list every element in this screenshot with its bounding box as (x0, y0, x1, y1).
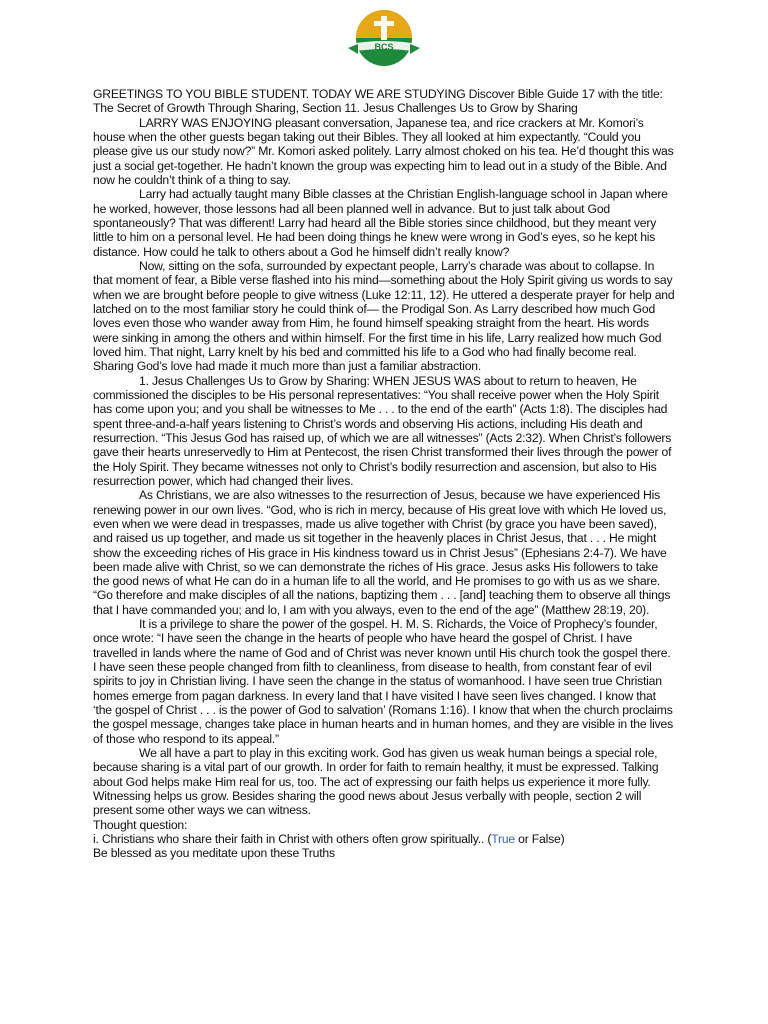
paragraph: Now, sitting on the sofa, surrounded by expectant people, Larry’s charade was about to collapse. In that moment of fear, a Bible verse flashed into his mind—something about the Holy Spirit giving us words to say when we are brought before people to give witness (Luke 12:11, 12). He uttered a desperate prayer for help and latched on to the most familiar story he could think of— the Prodigal Son. As Larry described how much God loves even those who wander away from Him, he found himself speaking straight from the heart. His words were sinking in among the others and within himself. For the first time in his life, Larry realized how much God loved him. That night, Larry knelt by his bed and committed his life to a God who had finally become real. Sharing God’s love had made it much more than just a familiar abstraction. (93, 258, 675, 374)
true-answer-link[interactable]: True (491, 832, 515, 847)
thought-question (93, 832, 675, 846)
question-tail: or False) (515, 832, 565, 847)
closing-line: Be blessed as you meditate upon these Truths (93, 846, 335, 861)
paragraph: We all have a part to play in this exciting work. God has given us weak human beings a special role, because sharing is a vital part of our growth. In order for faith to remain healthy, it must be expressed. Talking about God helps make Him real for us, too. The act of expressing our faith helps us experience it more fully. Witnessing helps us grow. Besides sharing the good news about Jesus verbally with people, section 2 will present some other ways we can witness. (93, 746, 659, 818)
intro-line-1: GREETINGS TO YOU BIBLE STUDENT. TODAY WE ARE STUDYING Discover Bible Guide 17 with the title: (93, 87, 663, 101)
question-text: i. Christians who share their faith in Christ with others often grow spiritually.. ( (93, 832, 492, 847)
intro-line-2: The Secret of Growth Through Sharing, Section 11. Jesus Challenges Us to Grow by Sharing (93, 101, 578, 116)
paragraph: 1. Jesus Challenges Us to Grow by Sharing: WHEN JESUS WAS about to return to heaven, He commissioned the disciples to be His personal representatives: “You shall receive power when the Holy Spirit has come upon you; and you shall be witnesses to Me . . . to the end of the earth” (Acts 1:8). The disciples had spent three-and-a-half years listening to Christ’s words and observing His actions, including His death and resurrection. “This Jesus God has raised up, of which we are all witnesses” (Acts 2:32). When Christ’s followers gave their hearts unreservedly to Him at Pentecost, the risen Christ transformed their lives through the power of the Holy Spirit. They became witnesses not only to Christ’s bodily resurrection and ascension, but also to His resurrection power, which had changed their lives. (93, 373, 672, 488)
svg-text:BCS: BCS (374, 42, 394, 52)
document-body (93, 87, 675, 861)
paragraph: LARRY WAS ENJOYING pleasant conversation, Japanese tea, and rice crackers at Mr. Komori’s house when the other guests began taking out their Bibles. They all looked at him expectantly. “Could you please give us our study now?” Mr. Komori asked politely. Larry almost choked on his tea. He’d thought this was just a social get-together. He hadn’t known the group was expecting him to lead out in a study of the Bible. And now he couldn’t think of a thing to say. (93, 115, 674, 187)
paragraph: As Christians, we are also witnesses to the resurrection of Jesus, because we have experienced His renewing power in our own lives. “God, who is rich in mercy, because of His great love with which He loved us, even when we were dead in trespasses, made us alive together with Christ (by grace you have been saved), and raised us up together, and made us sit together in the heavenly places in Christ Jesus, that . . . He might show the exceeding riches of His grace in His kindness toward us in Christ Jesus” (Ephesians 2:4-7). We have been made alive with Christ, so we can demonstrate the riches of His grace. Jesus asks His followers to take the good news of what He can do in a human life to all the world, and He promises to go with us as we share. “Go therefore and make disciples of all the nations, baptizing them . . . [and] teaching them to observe all things that I have commanded you; and lo, I am with you always, even to the end of the age” (Matthew 28:19, 20). (93, 488, 671, 617)
paragraph: Larry had actually taught many Bible classes at the Christian English-language school in Japan where he worked, however, those lessons had all been planned well in advance. But to just talk about God spontaneously? That was different! Larry had heard all the Bible stories since childhood, but they meant very little to him on a personal level. He had been doing things he knew were wrong in God’s eyes, so he kept his distance. How could he talk to others about a God he himself didn’t really know? (93, 187, 668, 259)
logo-emblem-icon (348, 8, 420, 68)
thought-question-heading: Thought question: (93, 817, 188, 832)
bcs-logo (348, 8, 420, 68)
paragraph: It is a privilege to share the power of the gospel. H. M. S. Richards, the Voice of Prophecy’s founder, once wrote: “I have seen the change in the hearts of people who have heard the gospel of Christ. I have travelled in lands where the name of God and of Christ was never known until His church took the gospel there. I have seen these people changed from filth to cleanliness, from disease to health, from constant fear of evil spirits to joy in Christian living. I have seen the change in the status of womanhood. I have seen true Christian homes emerge from pagan darkness. In every land that I have visited I have seen lives changed. I know that ‘the gospel of Christ . . . is the power of God to salvation’ (Romans 1:16). I know that when the church proclaims the gospel message, changes take place in human hearts and in human homes, and they are visible in the lives of those who respond to its appeal.” (93, 617, 674, 746)
